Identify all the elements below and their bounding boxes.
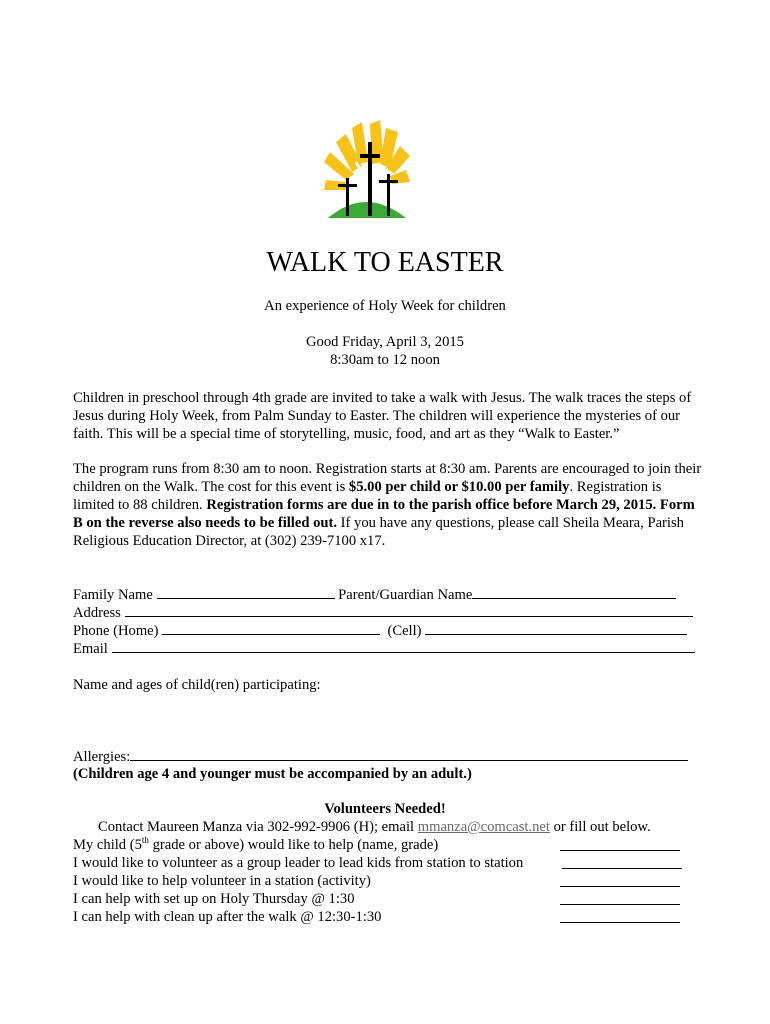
program-paragraph — [73, 460, 703, 550]
parent-name-label: Parent/Guardian Name — [338, 587, 473, 603]
children-label: Name and ages of child(ren) participating: — [73, 677, 321, 693]
ordinal-suffix: th — [141, 835, 149, 845]
address-row — [73, 603, 693, 622]
volunteer-item-text: My child (5 — [73, 837, 142, 853]
volunteer-item: I would like to volunteer as a group leader to lead kids from station to station — [73, 855, 524, 871]
volunteer-blank[interactable] — [560, 873, 680, 887]
volunteer-item: I would like to help volunteer in a station (activity) — [73, 873, 371, 889]
email-field[interactable] — [112, 639, 695, 653]
address-label: Address — [73, 605, 121, 621]
phone-home-label: Phone (Home) — [73, 623, 159, 639]
program-text: The program runs from 8:30 am to noon. Registration starts at 8:30 am. Parents are encouraged to join their children on the Walk. The cost for this event is — [73, 461, 702, 495]
family-row — [73, 585, 676, 604]
page-title: WALK TO EASTER — [266, 247, 504, 278]
event-date: Good Friday, April 3, 2015 — [306, 334, 464, 350]
children-field[interactable] — [73, 696, 693, 738]
volunteer-item — [73, 836, 438, 854]
allergies-field[interactable] — [130, 747, 688, 761]
volunteer-item-text: grade or above) would like to help (name, grade) — [148, 837, 439, 853]
parent-name-field[interactable] — [472, 585, 676, 599]
volunteer-item: I can help with set up on Holy Thursday @ 1:30 — [73, 891, 355, 907]
email-row — [73, 639, 695, 658]
family-name-field[interactable] — [157, 585, 335, 599]
cell-label: (Cell) — [387, 623, 422, 639]
accompany-note: (Children age 4 and younger must be accompanied by an adult.) — [73, 766, 472, 782]
volunteers-heading: Volunteers Needed! — [324, 801, 446, 817]
contact-line — [98, 818, 651, 836]
event-time: 8:30am to 12 noon — [330, 352, 440, 368]
intro-paragraph: Children in preschool through 4th grade are invited to take a walk with Jesus. The walk traces the steps of Jesus during Holy Week, from Palm Sunday to Easter. The children will experience the mysteries of our faith. This will be a special time of storytelling, music, food, and art as they “Walk to Easter.” — [73, 390, 692, 442]
phone-row — [73, 621, 687, 640]
phone-home-field[interactable] — [162, 621, 380, 635]
cost-text: $5.00 per child or $10.00 per family — [348, 479, 570, 495]
email-link[interactable]: mmanza@comcast.net — [417, 819, 550, 835]
email-label: Email — [73, 641, 108, 657]
contact-suffix: or fill out below. — [549, 819, 651, 835]
volunteer-blank[interactable] — [560, 909, 680, 923]
volunteer-blank[interactable] — [560, 837, 680, 851]
volunteer-item: I can help with clean up after the walk @ 12:30-1:30 — [73, 909, 382, 925]
allergies-label: Allergies: — [73, 749, 131, 765]
volunteer-blank[interactable] — [560, 891, 680, 905]
due-date-text: Registration forms are due in to the parish office before March 29, 2015. Form B on the reverse also needs to be filled out. — [73, 497, 695, 531]
cell-field[interactable] — [425, 621, 687, 635]
subtitle: An experience of Holy Week for children — [264, 298, 506, 314]
volunteer-blank[interactable] — [562, 855, 682, 869]
contact-text: If you have any questions, please call Sheila Meara, Parish Religious Education Director, at (302) 239-7100 x17. — [73, 515, 684, 549]
program-text: . Registration is limited to 88 children. — [73, 479, 662, 513]
contact-prefix: Contact Maureen Manza via 302-992-9906 (H); email — [98, 819, 418, 835]
address-field[interactable] — [125, 603, 693, 617]
three-crosses-sunburst-icon — [322, 118, 412, 220]
family-name-label: Family Name — [73, 587, 153, 603]
allergies-row — [73, 747, 688, 766]
